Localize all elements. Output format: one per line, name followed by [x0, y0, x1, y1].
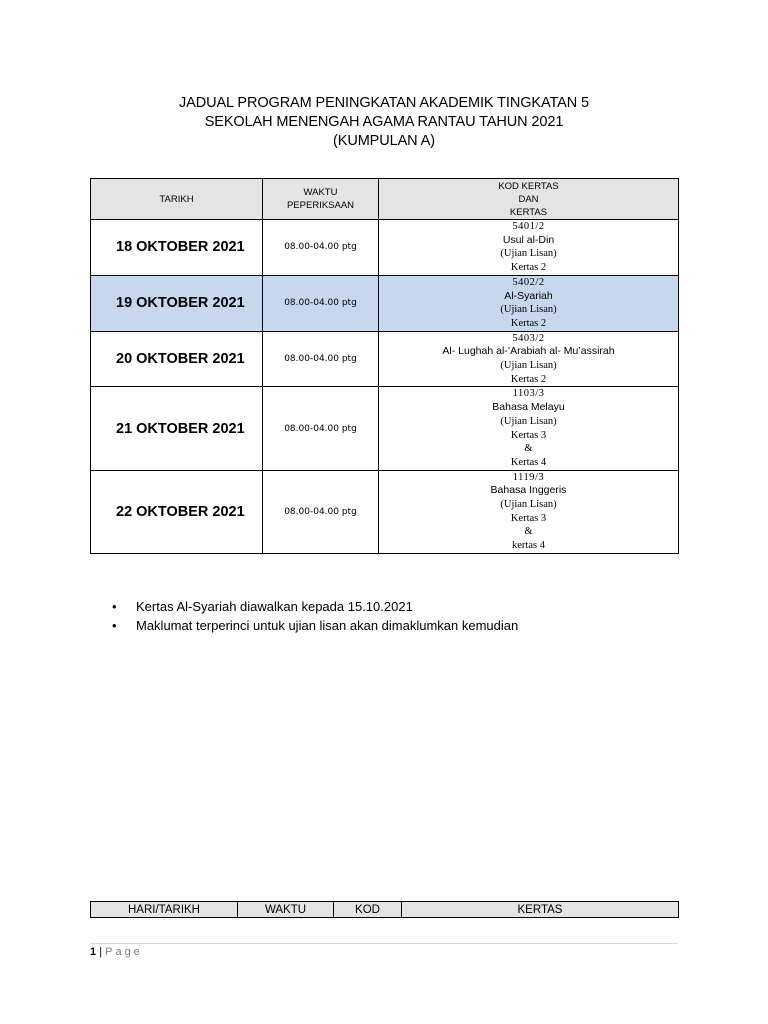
bullet-icon: • — [112, 617, 117, 633]
paper-subject: Bahasa Inggeris — [490, 484, 567, 497]
footer-separator: | — [99, 946, 103, 958]
schedule-row — [91, 387, 679, 470]
note-text: Kertas Al-Syariah diawalkan kepada 15.10.2021 — [136, 599, 413, 614]
second-table-header-row — [91, 902, 679, 918]
row-time: 08.00-04.00 ptg — [263, 220, 379, 276]
paper-type: (Ujian Lisan) — [500, 415, 557, 427]
row-time: 08.00-04.00 ptg — [263, 331, 379, 387]
header-code: KOD — [334, 902, 402, 918]
paper-subject: Al- Lughah al-’Arabiah al- Mu’assirah — [442, 345, 615, 358]
paper-subject: Al-Syariah — [504, 289, 553, 302]
row-paper — [379, 387, 679, 470]
note-item — [108, 617, 518, 636]
second-schedule-table — [90, 901, 679, 918]
header-time — [263, 179, 379, 220]
paper-ampersand: & — [524, 526, 533, 538]
row-date: 20 OKTOBER 2021 — [91, 331, 263, 387]
schedule-header-row — [91, 179, 679, 220]
row-paper — [379, 331, 679, 387]
page-number: 1 — [90, 946, 97, 958]
row-date: 22 OKTOBER 2021 — [91, 470, 263, 553]
paper-type: (Ujian Lisan) — [500, 499, 557, 511]
paper-code: 5402/2 — [512, 276, 545, 288]
paper-code: 1119/3 — [512, 471, 545, 483]
row-paper — [379, 220, 679, 276]
header-paper: KERTAS — [402, 902, 679, 918]
page-footer — [90, 946, 143, 958]
paper-number: Kertas 2 — [510, 317, 547, 329]
schedule-row — [91, 331, 679, 387]
header-time-line-1: WAKTU — [303, 187, 338, 198]
paper-type: (Ujian Lisan) — [500, 248, 557, 260]
title-line-2: SEKOLAH MENENGAH AGAMA RANTAU TAHUN 2021 — [204, 114, 564, 130]
header-paper-line-1: KOD KERTAS — [498, 180, 559, 192]
paper-number-2: kertas 4 — [512, 540, 545, 552]
paper-subject: Usul al-Din — [502, 233, 555, 246]
schedule-row — [91, 220, 679, 276]
schedule-row-highlighted — [91, 275, 679, 331]
title-line-1: JADUAL PROGRAM PENINGKATAN AKADEMIK TINGKATAN 5 — [179, 95, 589, 111]
header-paper — [379, 179, 679, 220]
paper-ampersand: & — [524, 443, 533, 455]
paper-code: 1103/3 — [512, 388, 545, 400]
header-paper-line-3: KERTAS — [509, 206, 548, 218]
row-date: 19 OKTOBER 2021 — [91, 275, 263, 331]
notes-list — [108, 598, 518, 635]
paper-type: (Ujian Lisan) — [500, 304, 557, 316]
row-time: 08.00-04.00 ptg — [263, 275, 379, 331]
page-label: Page — [105, 946, 143, 958]
paper-number: Kertas 3 — [510, 512, 547, 524]
note-item — [108, 598, 518, 617]
row-time: 08.00-04.00 ptg — [263, 470, 379, 553]
paper-number: Kertas 3 — [510, 429, 547, 441]
paper-type: (Ujian Lisan) — [500, 360, 557, 372]
title-line-3: (KUMPULAN A) — [333, 133, 435, 149]
row-date: 21 OKTOBER 2021 — [91, 387, 263, 470]
header-time-line-2: PEPERIKSAAN — [286, 200, 355, 211]
schedule-row — [91, 470, 679, 553]
row-time: 08.00-04.00 ptg — [263, 387, 379, 470]
paper-code: 5401/2 — [512, 221, 545, 232]
paper-code: 5403/2 — [512, 332, 545, 344]
row-paper — [379, 275, 679, 331]
header-day-date: HARI/TARIKH — [91, 902, 238, 918]
row-date: 18 OKTOBER 2021 — [91, 220, 263, 276]
paper-number-2: Kertas 4 — [510, 456, 547, 468]
bullet-icon: • — [112, 599, 117, 614]
document-title — [0, 94, 768, 151]
note-text: Maklumat terperinci untuk ujian lisan akan dimaklumkan kemudian — [136, 617, 519, 633]
paper-number: Kertas 2 — [510, 373, 547, 385]
header-time: WAKTU — [238, 902, 334, 918]
footer-divider — [90, 943, 678, 944]
row-paper — [379, 470, 679, 553]
schedule-table — [90, 178, 679, 554]
paper-subject: Bahasa Melayu — [492, 401, 565, 414]
header-date: TARIKH — [91, 179, 263, 220]
header-paper-line-2: DAN — [518, 193, 539, 205]
paper-number: Kertas 2 — [510, 262, 547, 274]
